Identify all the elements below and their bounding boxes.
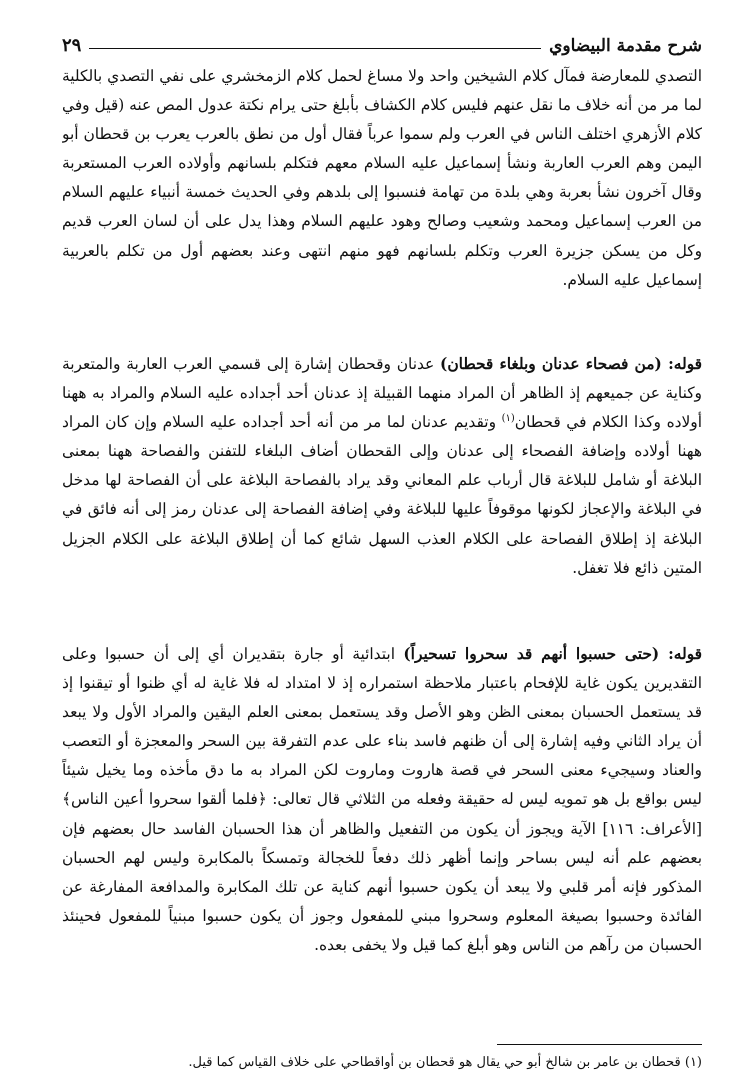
page-number: ٢٩: [62, 35, 82, 56]
quote-lead-adnan-qahtan: قوله: (من فصحاء عدنان وبلغاء قحطان): [440, 355, 702, 373]
paragraph-2-text-a: عدنان وقحطان إشارة إلى قسمي العرب العاربة والمتعربة وكناية عن جميعهم إذ الظاهر أن المراد منهما القبيلة إذ عدنان أحد أجداده عليه السلام والمراد به ههنا أولاده وكذا الكلام في قحطان: [62, 355, 702, 432]
paragraph-1: التصدي للمعارضة فمآل كلام الشيخين واحد ولا مساغ لحمل كلام الزمخشري على نفي التصدي بالكلية لما مر من أنه خلاف ما نقل عنهم فليس كلام الكشاف بأبلغ حتى يرام نكتة عدول المص عنه (قيل وفي كلام الأزهري اختلف الناس في العرب ولم سموا عرباً فقال أول من نطق بالعرب يعرب بن قحطان أبو اليمن وهم العرب العاربة ونشأ إسماعيل عليه السلام معهم فتكلم بلسانهم وأولاده العرب المستعربة وقال آخرون نشأ بعربة وهي بلدة من تهامة فنسبوا إلى بلدهم وفي الحديث خمسة أنبياء عليهم السلام من العرب إسماعيل ومحمد وشعيب وصالح وهود عليهم السلام وهذا يدل على أن لسان العرب قديم وكل من يسكن جزيرة العرب وتكلم بلسانهم فهو منهم انتهى وعند بعضهم أول من تكلم بالعربية إسماعيل عليه السلام.: [62, 67, 702, 289]
footnote-rule: [497, 1044, 702, 1045]
header-rule: [89, 48, 541, 49]
paragraph-3-text: ابتدائية أو جارة بتقديران أي إلى أن حسبوا وعلى التقديرين يكون غاية للإفحام باعتبار ملاحظة استمراره إذ لا امتداد له فلا غاية له أي ظنوا أو تيقنوا إذ قد يستعمل الحسبان بمعنى الظن وهو الأصل وقد يستعمل بمعنى العلم اليقين والمراد الأول ولا يبعد أن يراد الثاني وفيه إشارة إلى أن ظنهم فاسد بناء على عدم التفرقة بين السحر والمعجزة أو التعصب والعناد وسيجيء معنى السحر في قصة هاروت وماروت لكن المراد به ما دق مأخذه وما يخيل شيئاً ليس بواقع بل هو تمويه ليس له حقيقة وفعله من الثلاثي قال تعالى: ﴿فلما ألقوا سحروا أعين الناس﴾ [الأعراف: ١١٦] الآية ويجوز أن يكون من التفعيل والظاهر أن هذا الحسبان الفاسد حال بعضهم فإن بعضهم علم أنه ليس بساحر وإنما أظهر ذلك دفعاً للخجالة وتمسكاً بالمكابرة وليس لهم الحسبان المذكور فإنه أمر قلبي ولا يبعد أن يكون حسبوا أنهم كناية عن تلك المكابرة والمدافعة المفارغة عن الفائدة وحسبوا بصيغة المعلوم وسحروا مبني للمفعول وجوز أن يكون حسبوا مبنياً للمفعول فحينئذ الحسبان من رآهم من الناس وهو أبلغ كما قيل ولا يخفى بعده.: [62, 645, 702, 954]
paragraph-3: [62, 640, 702, 1062]
quote-lead-sihr: قوله: (حتى حسبوا أنهم قد سحروا تسحيراً): [403, 645, 702, 663]
page-header: [62, 26, 702, 56]
running-title: شرح مقدمة البيضاوي: [549, 36, 702, 56]
footnote: (١) قحطان بن عامر بن شالخ أبو حي يقال هو قحطان بن أواقطاحي على خلاف القياس كما قيل.: [188, 1055, 702, 1070]
paragraph-2-text-b: وتقديم عدنان لما مر من أنه أحد أجداده عليه السلام وإن كان المراد ههنا أولاده وإضافة الفصحاء إلى عدنان وإلى القحطان أضاف البلغاء للتفنن والفصاحة ههنا بمعنى البلاغة أو شامل للبلاغة قال أرباب علم المعاني وقد يراد بالفصاحة البلاغة على أن الفصاحة لها مدخل في البلاغة والإعجاز لكونها موقوفاً عليها للبلاغة وفي إضافة الفصاحة إلى عدنان رمز إلى أنه فائق في البلاغة إذ إطلاق الفصاحة على الكلام العذب السهل شائع كما أن إطلاق البلاغة على الكلام الجزيل المتين ذائع فلا تغفل.: [62, 413, 702, 577]
main-text: [62, 62, 702, 1062]
paragraph-2: [62, 350, 702, 626]
footnote-reference[interactable]: (١): [501, 413, 515, 425]
